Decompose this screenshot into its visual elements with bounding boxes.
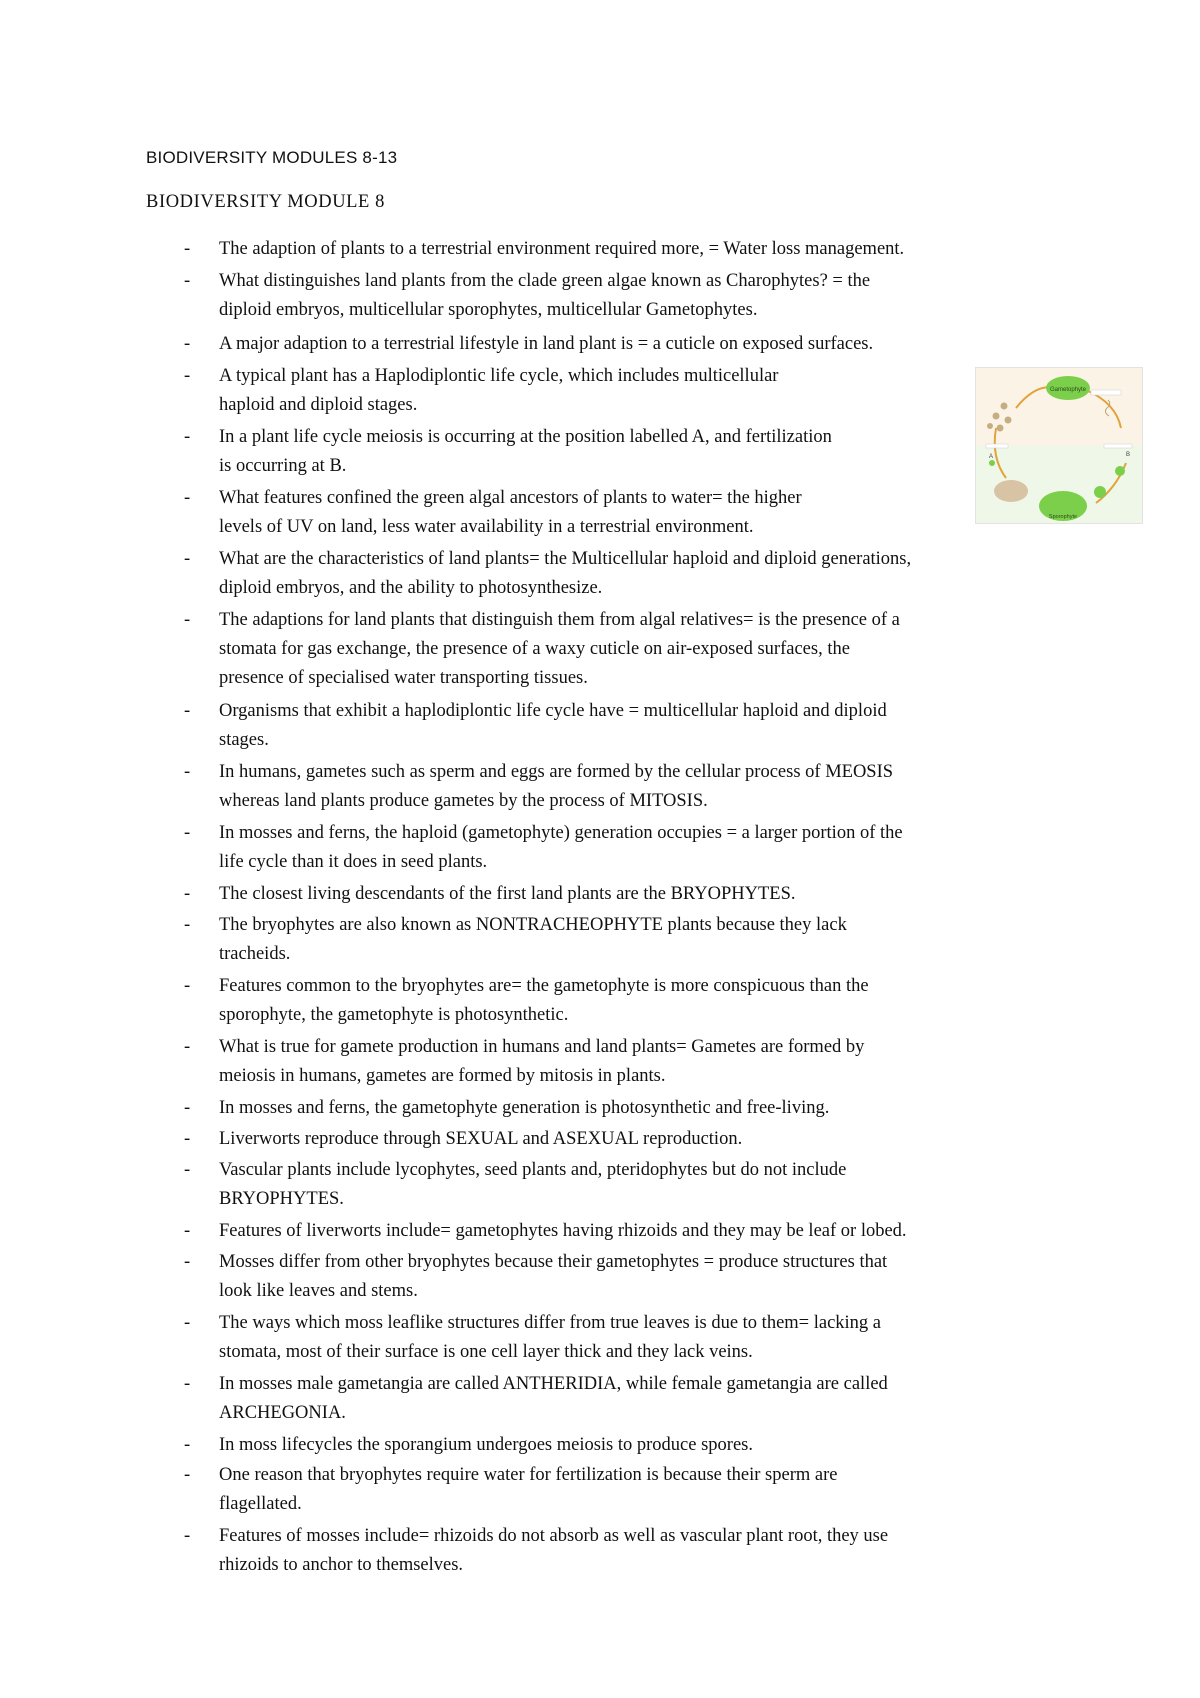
note-line: Mosses differ from other bryophytes because their gametophytes = produce structures that (219, 1252, 888, 1272)
bullet-marker: - (184, 915, 191, 935)
bullet-marker: - (184, 1129, 191, 1149)
note-line: sporophyte, the gametophyte is photosynthetic. (219, 1005, 569, 1025)
note-line: stages. (219, 730, 269, 750)
bullet-marker: - (184, 823, 191, 843)
bullet-marker: - (184, 1037, 191, 1057)
bullet-marker: - (184, 1465, 191, 1485)
note-line: is occurring at B. (219, 456, 347, 476)
note-line: life cycle than it does in seed plants. (219, 852, 488, 872)
note-line: A typical plant has a Haplodiplontic life cycle, which includes multicellular (219, 366, 779, 386)
module-heading: BIODIVERSITY MODULE 8 (146, 192, 386, 212)
note-line: A major adaption to a terrestrial lifestyle in land plant is = a cuticle on exposed surfaces. (219, 334, 874, 354)
bullet-marker: - (184, 427, 191, 447)
label-a: A (989, 454, 994, 460)
bullet-marker: - (184, 762, 191, 782)
bullet-marker: - (184, 1221, 191, 1241)
bullet-marker: - (184, 1435, 191, 1455)
spore-dot (997, 425, 1004, 432)
note-line: What distinguishes land plants from the clade green algae known as Charophytes? = the (219, 271, 871, 291)
embryo-dot (1115, 466, 1125, 476)
note-line: stomata for gas exchange, the presence of a waxy cuticle on air-exposed surfaces, the (219, 639, 850, 659)
note-line: In mosses and ferns, the gametophyte generation is photosynthetic and free-living. (219, 1098, 830, 1118)
note-line: What features confined the green algal ancestors of plants to water= the higher (219, 488, 802, 508)
note-line: tracheids. (219, 944, 291, 964)
note-line: meiosis in humans, gametes are formed by mitosis in plants. (219, 1066, 666, 1086)
note-line: One reason that bryophytes require water for fertilization is because their sperm are (219, 1465, 838, 1485)
life-cycle-diagram (975, 367, 1143, 524)
note-line: Organisms that exhibit a haplodiplontic life cycle have = multicellular haploid and diploid (219, 701, 887, 721)
bullet-marker: - (184, 1252, 191, 1272)
label-b: B (1126, 452, 1131, 458)
note-line: haploid and diploid stages. (219, 395, 418, 415)
note-line: Liverworts reproduce through SEXUAL and ASEXUAL reproduction. (219, 1129, 743, 1149)
spore-dot (1001, 403, 1008, 410)
bullet-marker: - (184, 701, 191, 721)
note-line: BRYOPHYTES. (219, 1189, 344, 1209)
note-line: look like leaves and stems. (219, 1281, 418, 1301)
note-line: levels of UV on land, less water availability in a terrestrial environment. (219, 517, 754, 537)
bullet-marker: - (184, 239, 191, 259)
sporophyte-label: Sporophyte (1048, 514, 1078, 520)
note-line: presence of specialised water transporting tissues. (219, 668, 588, 688)
note-line: ARCHEGONIA. (219, 1403, 346, 1423)
embryo-dot (1094, 486, 1106, 498)
note-line: diploid embryos, and the ability to photosynthesize. (219, 578, 603, 598)
note-line: In mosses male gametangia are called ANTHERIDIA, while female gametangia are called (219, 1374, 888, 1394)
fertilization-marker (1104, 444, 1132, 448)
zygote-dot (989, 460, 995, 466)
note-line: flagellated. (219, 1494, 302, 1514)
bullet-marker: - (184, 610, 191, 630)
note-line: diploid embryos, multicellular sporophytes, multicellular Gametophytes. (219, 300, 758, 320)
note-line: Features common to the bryophytes are= the gametophyte is more conspicuous than the (219, 976, 869, 996)
bullet-marker: - (184, 1313, 191, 1333)
bullet-marker: - (184, 549, 191, 569)
note-line: Features of mosses include= rhizoids do not absorb as well as vascular plant root, they use (219, 1526, 889, 1546)
sporangium-shape (994, 480, 1028, 502)
bullet-marker: - (184, 334, 191, 354)
life-cycle-svg (976, 368, 1142, 523)
gametophyte-label: Gametophyte (1049, 387, 1087, 393)
bullet-marker: - (184, 1526, 191, 1546)
note-line: In humans, gametes such as sperm and eggs are formed by the cellular process of MEOSIS (219, 762, 894, 782)
bullet-marker: - (184, 976, 191, 996)
bullet-marker: - (184, 884, 191, 904)
note-line: Vascular plants include lycophytes, seed plants and, pteridophytes but do not include (219, 1160, 847, 1180)
bullet-marker: - (184, 1098, 191, 1118)
note-line: rhizoids to anchor to themselves. (219, 1555, 464, 1575)
note-line: The bryophytes are also known as NONTRACHEOPHYTE plants because they lack (219, 915, 847, 935)
bullet-marker: - (184, 488, 191, 508)
spore-dot (1005, 417, 1012, 424)
bullet-marker: - (184, 271, 191, 291)
spore-dot (993, 413, 1000, 420)
bullet-marker: - (184, 366, 191, 386)
document-title: BIODIVERSITY MODULES 8-13 (146, 148, 398, 167)
bullet-marker: - (184, 1374, 191, 1394)
note-line: stomata, most of their surface is one cell layer thick and they lack veins. (219, 1342, 753, 1362)
note-line: In moss lifecycles the sporangium undergoes meiosis to produce spores. (219, 1435, 753, 1455)
note-line: The adaption of plants to a terrestrial environment required more, = Water loss management. (219, 239, 905, 259)
note-line: In mosses and ferns, the haploid (gametophyte) generation occupies = a larger portion of the (219, 823, 903, 843)
note-line: The adaptions for land plants that distinguish them from algal relatives= is the presence of a (219, 610, 900, 630)
note-line: What are the characteristics of land plants= the Multicellular haploid and diploid generations, (219, 549, 912, 569)
spore-dot (987, 423, 993, 429)
note-line: The ways which moss leaflike structures differ from true leaves is due to them= lacking a (219, 1313, 882, 1333)
bullet-marker: - (184, 1160, 191, 1180)
note-line: In a plant life cycle meiosis is occurring at the position labelled A, and fertilization (219, 427, 832, 447)
note-line: whereas land plants produce gametes by the process of MITOSIS. (219, 791, 708, 811)
meiosis-marker (986, 444, 1008, 448)
note-line: What is true for gamete production in humans and land plants= Gametes are formed by (219, 1037, 865, 1057)
note-line: The closest living descendants of the first land plants are the BRYOPHYTES. (219, 884, 796, 904)
note-line: Features of liverworts include= gametophytes having rhizoids and they may be leaf or lobed. (219, 1221, 907, 1241)
label-box (1091, 390, 1121, 395)
